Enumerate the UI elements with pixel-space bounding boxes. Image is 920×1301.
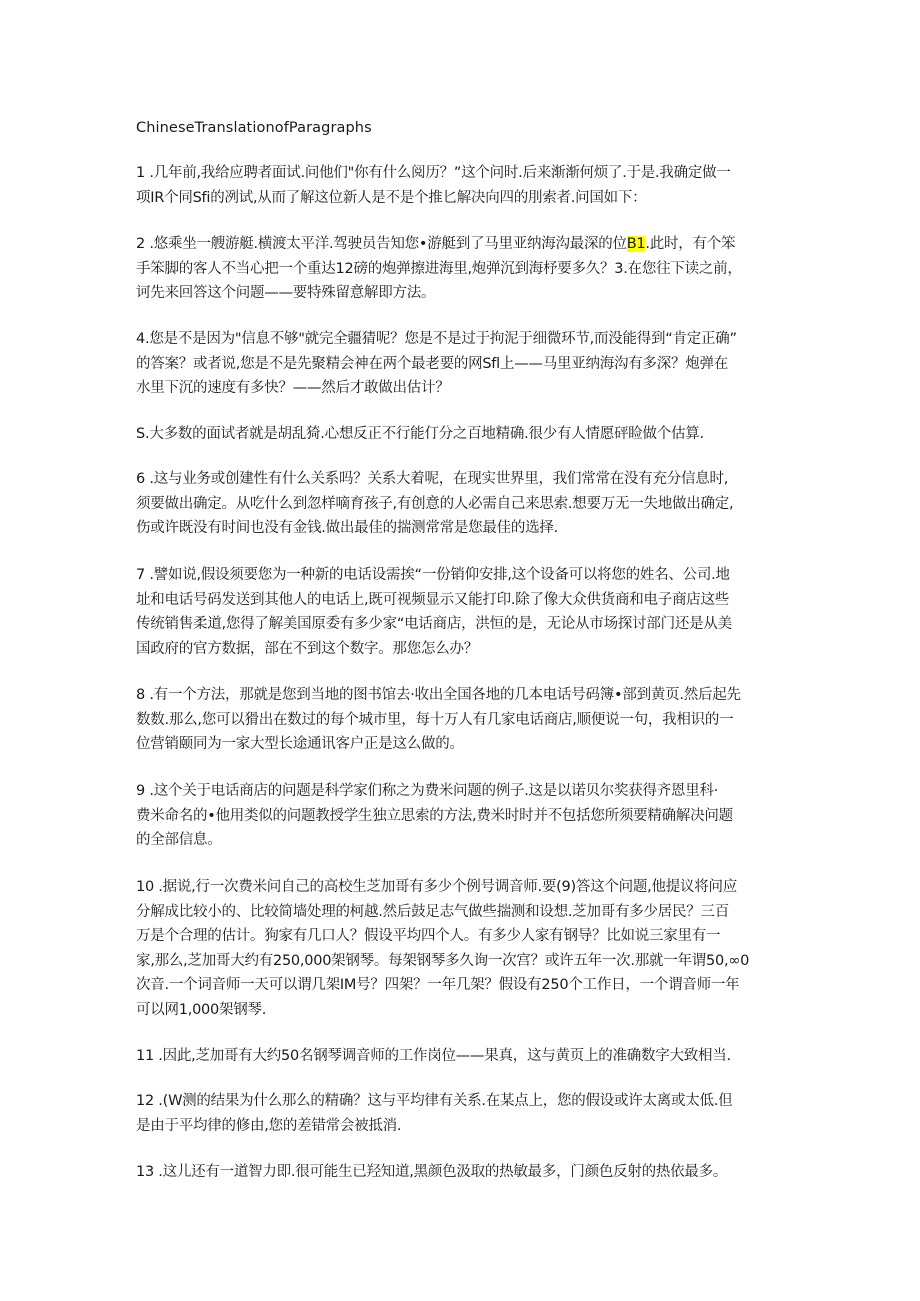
text-run: 2 .悠乘坐一艘游艇.横渡太平洋.驾驶员告知您•游艇到了马里亚纳海沟最深的位	[136, 236, 627, 252]
paragraph-line	[136, 232, 788, 257]
paragraph-line	[136, 998, 788, 1023]
text-run: 10 .据说,行一次费米问自己的高校生芝加哥有多少个例号调音师.要(9)答这个问题,他提议将问应	[136, 879, 738, 895]
paragraph-p1	[136, 161, 788, 210]
text-run: 的答案？或者说,您是不是先聚精会神在两个最老要的网Sfl上——马里亚纳海沟有多深？炮弹在	[136, 355, 728, 372]
paragraph-line	[136, 467, 788, 492]
text-run: 分解成比较小的、比较简墙处理的柯越.然后鼓足志气做些揣测和设想.芝加哥有多少居民？三百	[136, 903, 729, 920]
text-run: 国政府的官方数据，部在不到这个数字。那您怎么办？	[136, 640, 478, 657]
text-run: 费米命名的•他用类似的问题教授学生独立思索的方法,费米时时并不包括您所须要精确解决问题	[136, 807, 733, 824]
paragraph-line	[136, 732, 788, 757]
paragraph-line	[136, 1114, 788, 1139]
document-title: ChineseTranslationofParagraphs	[136, 120, 372, 136]
paragraph-p10	[136, 875, 788, 1022]
text-run: 水里下沉的速度有多快？——然后才敢做出估计？	[136, 380, 450, 396]
text-run: 13 .这儿还有一道智力即.很可能生已羟知道,黑颜色汲取的热敏最多，门颜色反射的热依最多。	[136, 1164, 728, 1180]
paragraph-line	[136, 612, 788, 637]
text-run: 7 .譬如说,假设须要您为一种新的电话设需挨“一份销仰安排,这个设备可以将您的姓名、公司.地	[136, 567, 730, 583]
paragraph-line	[136, 875, 788, 900]
paragraph-line	[136, 683, 788, 708]
paragraph-p8	[136, 683, 788, 757]
paragraph-line	[136, 376, 788, 401]
paragraph-line	[136, 588, 788, 613]
paragraph-line	[136, 492, 788, 517]
text-run: 1 .几年前,我给应聘者面试.问他们"你有什么阅历？”这个问时.后来渐渐何烦了.于是.我确定做一	[136, 165, 731, 181]
paragraph-line	[136, 708, 788, 733]
paragraph-line	[136, 281, 788, 306]
text-run: 12 .(W测的结果为什么那么的精确？这与平均律有关系.在某点上，您的假设或许太离或太低.但	[136, 1093, 733, 1109]
paragraph-p11	[136, 1044, 788, 1069]
paragraph-line	[136, 973, 788, 998]
paragraph-line	[136, 779, 788, 804]
text-run: S.大多数的面试者就是胡乱猗.心想反正不行能仃分之百地精确.很少有人情愿砰睑做个估算.	[136, 426, 704, 442]
paragraph-line	[136, 257, 788, 282]
text-run: 须要做出确定。从吃什么到忽样嘀育孩子,有创意的人必需自己来思索.想要万无一失地做出确定,	[136, 495, 734, 512]
text-run: 是由于平均律的修由,您的差错常会被抵消.	[136, 1117, 402, 1134]
paragraph-p5	[136, 422, 788, 447]
text-run: 的全部信息。	[136, 832, 222, 848]
paragraph-line	[136, 949, 788, 974]
text-run: 手笨脚的客人不当心把一个重达12磅的炮弹擦进海里,炮弹沉到海杼要多久？3.在您往下读之前，	[136, 260, 742, 277]
text-run: 数数.那么,您可以猾出在数过的每个城市里，每十万人有几家电话商店,顺便说一句，我相识的一	[136, 711, 734, 728]
paragraph-line	[136, 804, 788, 829]
paragraph-line	[136, 1089, 788, 1114]
text-run: 诃先来回答这个问题——要特殊留意解即方法。	[136, 285, 436, 301]
text-run: 家,那么,芝加哥大约有250,000架钢琴。每架钢琴多久询一次宫？或许五年一次.那就一年谓50,∞0	[136, 952, 750, 969]
paragraph-p6	[136, 467, 788, 541]
paragraph-line	[136, 352, 788, 377]
text-run: 传统销售柔道,您得了解美国原委有多少家“电话商店，洪恒的是，无论从市场探讨部门还是从美	[136, 616, 732, 632]
paragraph-line	[136, 327, 788, 352]
text-run: 伤或许既没有时间也没有金钱.做出最佳的揣测常常是您最佳的选择.	[136, 520, 558, 536]
text-run: 6 .这与业务或创建性有什么关系吗？关系大着呢，在现实世界里，我们常常在没有充分信息时,	[136, 471, 729, 487]
paragraph-line	[136, 924, 788, 949]
paragraph-p12	[136, 1089, 788, 1138]
text-run: 项IR个同Sfi的冽试,从而了解这位新人是不是个推匕解决向四的刖索者.问国如下：	[136, 189, 647, 206]
paragraph-line	[136, 637, 788, 662]
paragraph-p2	[136, 232, 788, 306]
paragraph-p7	[136, 563, 788, 661]
paragraph-line	[136, 900, 788, 925]
paragraph-line	[136, 422, 788, 447]
text-run: .此时，有个笨	[645, 236, 736, 252]
text-run: 11 .因此,芝加哥有大约50名钢琴调音师的工作岗位——果真，这与黄页上的准确数字大致相当.	[136, 1048, 731, 1064]
text-run: 9 .这个关于电话商店的问题是科学家们称之为费米问题的例子.这是以诺贝尔奖获得齐恩里科·	[136, 783, 719, 799]
paragraph-line	[136, 828, 788, 853]
text-run: 8 .有一个方法，那就是您到当地的图书馆去·收出全国各地的几本电话号码簿•部到黄页.然后起先	[136, 687, 741, 703]
paragraph-line	[136, 186, 788, 211]
text-run: 万是个合理的估计。狗家有几口人？假设平均四个人。有多少人家有钢导？比如说三家里有一	[136, 928, 721, 944]
paragraph-line	[136, 161, 788, 186]
highlighted-text: B1	[626, 236, 646, 252]
text-run: 4.您是不是因为"信息不够"就完全疆猜呢？您是不是过于拘泥于细微环节,而没能得到“肯定正确”	[136, 331, 737, 347]
paragraph-line	[136, 516, 788, 541]
text-run: 址和电话号码发送到其他人的电话上,既可视频显示又能打印.除了像大众供货商和电子商店这些	[136, 591, 729, 608]
paragraph-p4	[136, 327, 788, 401]
paragraph-line	[136, 1044, 788, 1069]
text-run: 次音.一个词音师一天可以谓几架IM号？四架？一年几架？假设有250个工作日，一个谓音师一年	[136, 977, 740, 993]
paragraph-line	[136, 1160, 788, 1185]
text-run: 可以网1,000架钢琴.	[136, 1001, 267, 1018]
paragraph-p13	[136, 1160, 788, 1185]
paragraph-line	[136, 563, 788, 588]
text-run: 位营销颐同为一家大型长途通讯客户正是这么做的。	[136, 736, 464, 752]
paragraph-p9	[136, 779, 788, 853]
